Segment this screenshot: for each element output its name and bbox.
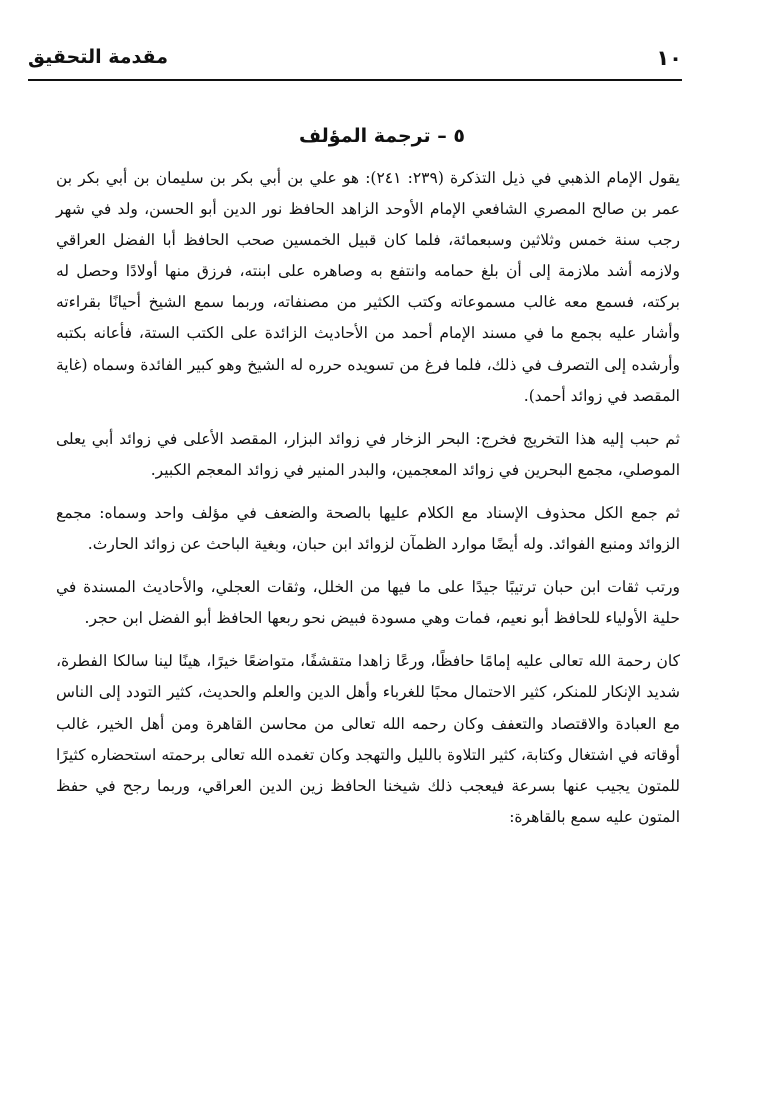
running-header-title: مقدمة التحقيق — [28, 46, 168, 68]
paragraph-majma-zawaid: ثم جمع الكل محذوف الإسناد مع الكلام عليها بالصحة والضعف في مؤلف واحد وسماه: مجمع الزوائد ومنبع الفوائد. وله أيضًا موارد الظمآن لزوائد ابن حبان، وبغية الباحث عن زوائد الحارث. — [56, 503, 680, 554]
paragraph-thiqat: ورتب ثقات ابن حبان ترتيبًا جيدًا على ما فيها من الخلل، وثقات العجلي، والأحاديث المسندة في حلية الأولياء للحافظ أبو نعيم، فمات وهي مسودة فبيض نحو ربعها الحافظ أبو الفضل ابن حجر. — [56, 578, 680, 628]
running-header — [28, 40, 682, 78]
paragraph-zawaid-works: ثم حبب إليه هذا التخريج فخرج: البحر الزخار في زوائد البزار، المقصد الأعلى في زوائد أبي يعلى الموصلي، مجمع البحرين في زوائد المعجمين، والبدر المنير في زوائد المعجم الكبير. — [56, 429, 680, 479]
section-heading: ٥ – ترجمة المؤلف — [299, 125, 465, 147]
paragraph-author-biography: يقول الإمام الذهبي في ذيل التذكرة (٢٣٩: ٢٤١): هو علي بن أبي بكر بن سليمان بن أبي بكر بن عمر بن صالح المصري الشافعي الإمام الأوحد الزاهد الحافظ نور الدين أبو الحسن، ولد في شهر رجب سنة خمس وثلاثين وسبعمائة، فلما كان قبيل الخمسين صحب الحافظ أبا الفضل العراقي ولازمه أشد ملازمة إلى أن بلغ حمامه وانتفع به وصاهره على ابنته، فرزق منها أولادًا وحصل له بركته، فسمع معه غالب مسموعاته وكتب الكثير من مصنفاته، وربما سمع الشيخ أحيانًا بقراءته وأشار عليه بجمع ما في مسند الإمام أحمد من الأحاديث الزائدة على الكتب الستة، فأعانه بكتبه وأرشده إلى التصرف في ذلك، فلما فرغ من تسويده حرره له الشيخ وهو كبير الفائدة وسماه (غاية المقصد في زوائد أحمد). — [56, 169, 680, 405]
paragraph-character: كان رحمة الله تعالى عليه إمامًا حافظًا، ورعًا زاهدا متقشفًا، متواضعًا خيرًا، هينًا لينا سالكا الفطرة، شديد الإنكار للمنكر، كثير الاحتمال محبًا للغرباء وأهل الدين والعلم والحديث، كثير التودد إلى الناس مع العبادة والاقتصاد والتعفف وكان رحمه الله تعالى من محاسن القاهرة ومن أهل الخير، غالب أوقاته في اشتغال وكتابة، كثير التلاوة بالليل والتهجد وكان تغمده الله تعالى برحمته استحضاره كثيرًا للمتون يجيب عنها بسرعة فيعجب ذلك شيخنا الحافظ زين الدين العراقي، وربما رجح في حفظ المتون عليه سمع بالقاهرة: — [56, 652, 680, 826]
page-number: ١٠ — [656, 46, 682, 70]
body-text — [56, 163, 680, 845]
header-divider — [28, 79, 682, 81]
